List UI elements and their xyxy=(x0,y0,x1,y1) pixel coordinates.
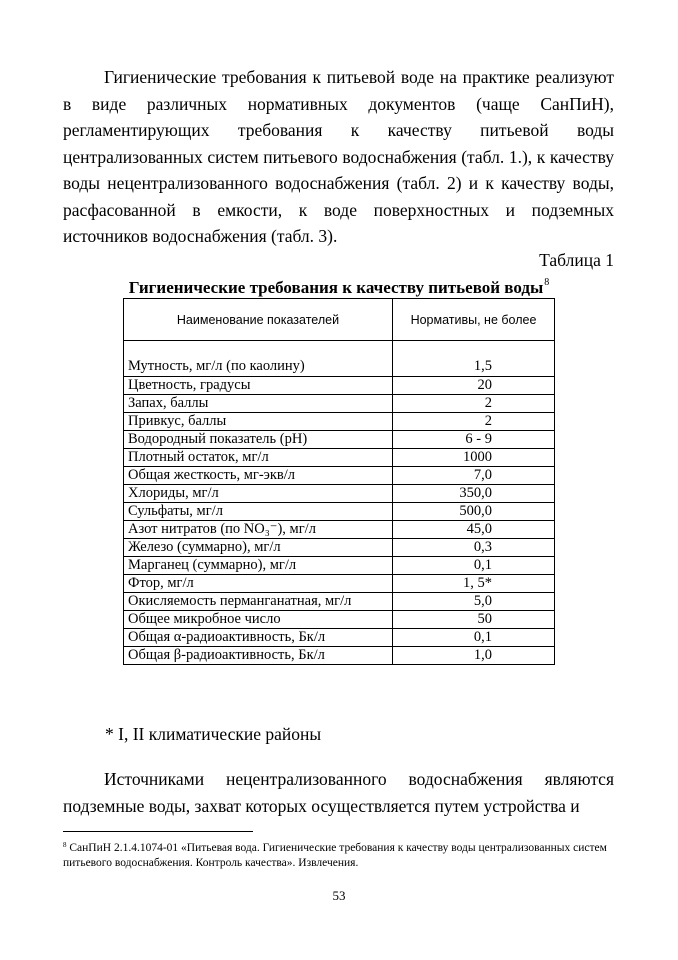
norm-value: 6 - 9 xyxy=(393,431,555,449)
table-row xyxy=(124,485,555,503)
second-paragraph: Источниками нецентрализованного водоснабжения являются подземные воды, захват которых осуществляется путем устройства и xyxy=(63,769,614,816)
table-title xyxy=(0,272,678,299)
norm-value: 7,0 xyxy=(393,467,555,485)
table-row xyxy=(124,647,555,665)
norm-value: 1000 xyxy=(393,449,555,467)
table-note: * I, II климатические районы xyxy=(105,724,322,744)
indicator-name: Марганец (суммарно), мг/л xyxy=(124,557,393,575)
table-row xyxy=(124,449,555,467)
norm-value: 45,0 xyxy=(393,521,555,539)
table-row xyxy=(124,503,555,521)
indicator-name: Фтор, мг/л xyxy=(124,575,393,593)
indicator-name: Железо (суммарно), мг/л xyxy=(124,539,393,557)
norm-value: 2 xyxy=(393,395,555,413)
table-row xyxy=(124,377,555,395)
table-row xyxy=(124,539,555,557)
indicator-name: Общая β-радиоактивность, Бк/л xyxy=(124,647,393,665)
indicator-name: Плотный остаток, мг/л xyxy=(124,449,393,467)
norm-value: 0,1 xyxy=(393,629,555,647)
table-row xyxy=(124,557,555,575)
footnote-ref: 8 xyxy=(544,277,550,288)
table-row xyxy=(124,593,555,611)
footnote xyxy=(63,838,614,871)
indicator-name: Сульфаты, мг/л xyxy=(124,503,393,521)
table-row xyxy=(124,467,555,485)
norm-value: 50 xyxy=(393,611,555,629)
norm-value: 1, 5* xyxy=(393,575,555,593)
norm-value: 20 xyxy=(393,377,555,395)
table-row xyxy=(124,629,555,647)
norm-value: 0,3 xyxy=(393,539,555,557)
norms-table xyxy=(123,298,555,665)
norm-value: 2 xyxy=(393,413,555,431)
indicator-name: Мутность, мг/л (по каолину) xyxy=(124,341,393,377)
table-row xyxy=(124,521,555,539)
footnote-mark: 8 xyxy=(63,841,67,849)
indicator-name: Водородный показатель (рН) xyxy=(124,431,393,449)
indicator-name: Общее микробное число xyxy=(124,611,393,629)
indicator-name: Азот нитратов (по NO₃⁻), мг/л xyxy=(124,521,393,539)
table-title-text: Гигиенические требования к качеству питьевой воды xyxy=(128,278,544,297)
norm-value: 1,0 xyxy=(393,647,555,665)
table-row xyxy=(124,341,555,377)
table-row xyxy=(124,413,555,431)
intro-paragraph: Гигиенические требования к питьевой воде на практике реализуют в виде различных нормативных документов (чаще СанПиН), регламентирующих требования к качеству питьевой воды централизованных систем питьевого водоснабжения (табл. 1.), к качеству воды нецентрализованного водоснабжения (табл. 2) и к качеству воды, расфасованной в емкости, к воде поверхностных и подземных источников водоснабжения (табл. 3). xyxy=(63,67,614,246)
indicator-name: Цветность, градусы xyxy=(124,377,393,395)
norm-value: 5,0 xyxy=(393,593,555,611)
page-number: 53 xyxy=(332,888,346,903)
table-caption: Таблица 1 xyxy=(539,250,614,270)
norm-value: 0,1 xyxy=(393,557,555,575)
norm-value: 1,5 xyxy=(393,341,555,377)
table-row xyxy=(124,431,555,449)
table-row xyxy=(124,575,555,593)
indicator-name: Окисляемость перманганатная, мг/л xyxy=(124,593,393,611)
table-row xyxy=(124,611,555,629)
indicator-name: Хлориды, мг/л xyxy=(124,485,393,503)
indicator-name: Общая жесткость, мг-экв/л xyxy=(124,467,393,485)
footnote-divider xyxy=(63,831,253,832)
table-row xyxy=(124,395,555,413)
indicator-name: Общая α-радиоактивность, Бк/л xyxy=(124,629,393,647)
header-norm-value: Нормативы, не более xyxy=(393,299,555,341)
indicator-name: Привкус, баллы xyxy=(124,413,393,431)
norm-value: 350,0 xyxy=(393,485,555,503)
norm-value: 500,0 xyxy=(393,503,555,521)
table-header-row xyxy=(124,299,555,341)
header-indicator-name: Наименование показателей xyxy=(124,299,393,341)
indicator-name: Запах, баллы xyxy=(124,395,393,413)
footnote-text: СанПиН 2.1.4.1074-01 «Питьевая вода. Гигиенические требования к качеству воды централизованных систем питьевого водоснабжения. Контроль качества». Извлечения. xyxy=(63,842,607,869)
